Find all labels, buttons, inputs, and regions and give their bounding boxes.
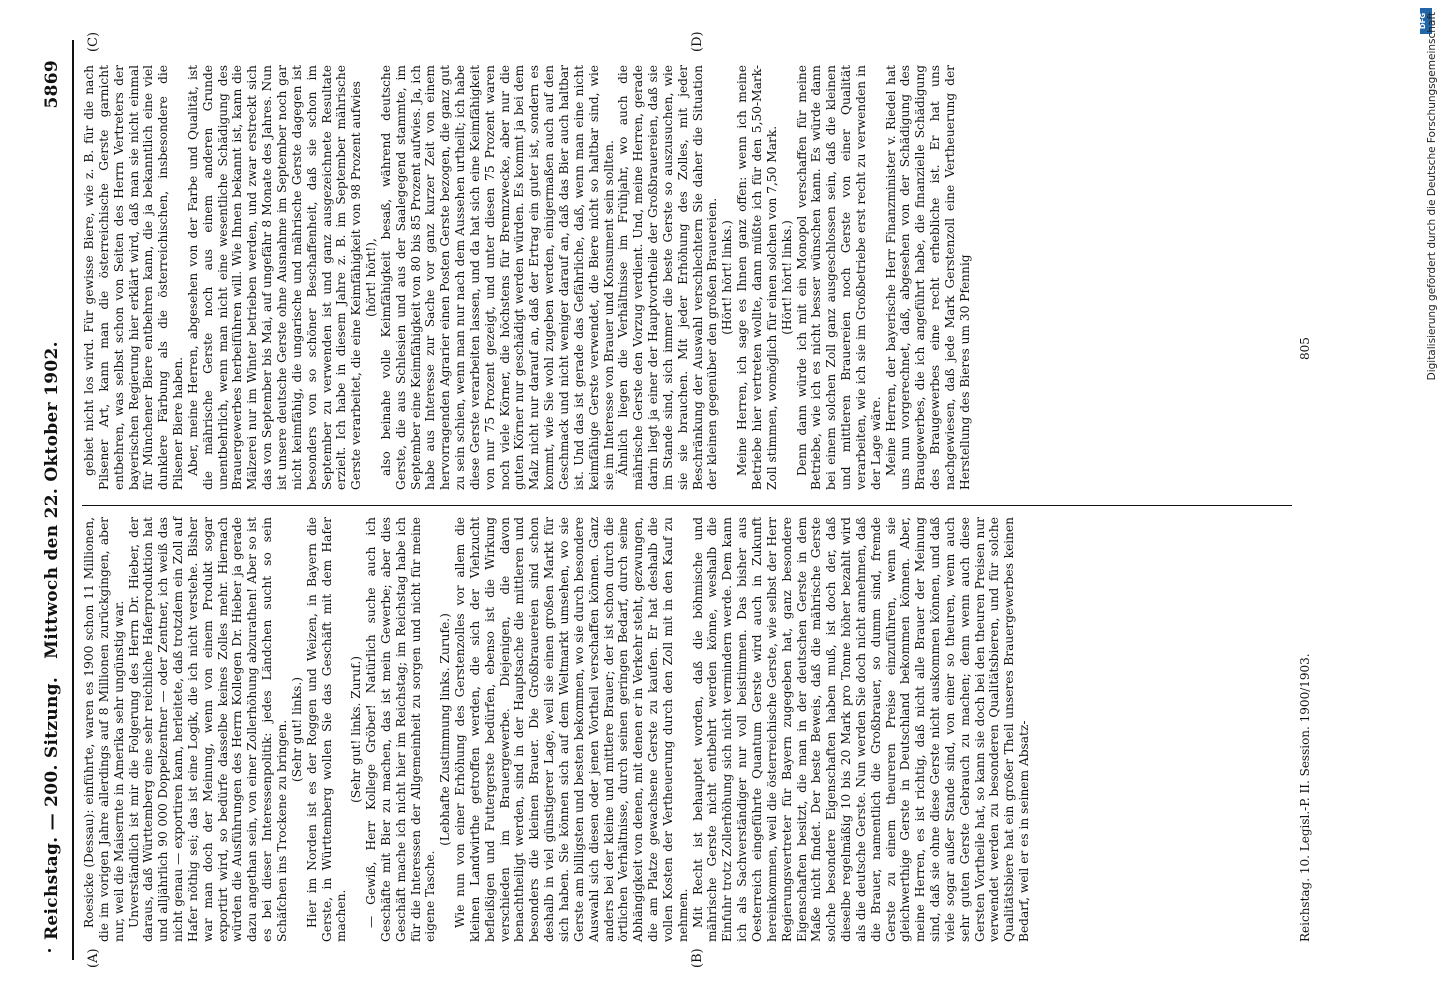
paragraph: also beinahe volle Keimfähigkeit besaß, während deutsche Gerste, die aus Schlesien und aus der Saalegegend stammte, im September eine Keimfähigkeit von 80 bis 85 Prozent aufwies. Ja, ich habe aus Interesse zur Sache vor ganz kurzer Zeit von einem hervorragenden Agrarier einen Posten Gerste bezogen, die ganz gut zu sein schien, wenn man nur nach dem Aussehen urtheilt; ich habe diese Gerste verarbeiten lassen, und da hat sich eine Keimfähigkeit von nur 75 Prozent gezeigt, und unter diesen 75 Prozent waren noch viele Körner, die höchstens für Brennzwecke, aber nur die guten Körner nur geschädigt werden würden. Es kommt ja bei dem Malz nicht nur darauf an, daß der Ertrag ein guter ist, sondern es kommt, wie Sie wohl zugeben werden, einigermaßen auch auf den Geschmack und nicht weniger darauf an, daß das Bier auch haltbar ist. Und das ist gerade das Gefährliche, daß, wenn man eine nicht keimfähige Gerste verwendet, die Biere nicht so haltbar sind, wie sie im Interesse von Brauer und Konsument sein sollten. (378, 65, 616, 490)
header-date: Mittwoch den 22. Oktober 1902. (42, 341, 62, 659)
paragraph: Mit Recht ist behauptet worden, daß die böhmische und mährische Gerste nicht entbehrt werden könne, weshalb die Einfuhr trotz Zollerhöhung sich nicht vermindern werde. Dem kann ich als Sachverständiger nur voll beistimmen. Das bisher aus Oesterreich eingeführte Quantum Gerste wird auch in Zukunft hereinkommen, weil die österreichische Gerste, wie selbst der Herr Regierungsvertreter für Bayern zugegeben hat, ganz besondere Eigenschaften besitzt, die man in der deutschen Gerste in dem Maße nicht findet. Der beste Beweis, daß die mährische Gerste solche besondere Eigenschaften haben muß, ist doch der, daß dieselbe regelmäßig 10 bis 20 Mark pro Tonne höher bezahlt wird als die deutsche Gerste. Nun werden Sie doch nicht annehmen, daß die Brauer, namentlich die Großbrauer, so dumm sind, fremde Gerste zu einem theureren Preise einzuführen, wenn sie gleichwerthige Gerste in Deutschland bekommen können. Aber, meine Herren, es ist richtig, daß nicht alle Brauer der Meinung sind, daß sie ohne diese Gerste nicht auskommen können, und daß viele sogar außer Stande sind, von einer so theuren, wenn auch sehr guten Gerste Gebrauch zu machen; denn wenn auch diese Gersten Vortheile hat, so kann sie doch bei den theuren Preisen nur verwendet werden zu besonderen Qualitätsbieren, und für solche Qualitätsbiere hat ein großer Theil unseres Brauergewerbes keinen Bedarf, weil er es in seinem Absatz- (690, 517, 1032, 942)
interjection: (Sehr gut! links. Zuruf.) (349, 656, 364, 803)
header-rule (72, 40, 74, 960)
header-left: Reichstag. — 200. Sitzung. (42, 676, 62, 940)
paragraph: Wie nun von einer Erhöhung des Gerstenzolles vor allem die kleinen Landwirthe getroffen werden, die sich der Viehzucht befleißigen und Futtergerste bedürfen, ebenso ist die Wirkung verschieden im Brauergewerbe. Diejenigen, die davon benachtheiligt werden, sind in der Hauptsache die mittleren und besonders die kleinen Brauer. Die Großbrauereien sind schon deshalb in viel günstigerer Lage, weil sie einen großen Markt für sich haben. Sie können sich auf dem Weltmarkt umsehen, wo sie Gerste am billigsten und besten bekommen, wo sie durch besondere Auswahl sich diesen oder jenen Vortheil verschaffen können. Ganz anders bei der kleine und mittlere Brauer; der ist schon durch die örtlichen Verhältnisse, durch seinen geringen Bedarf, durch seine Abhängigkeit von denen, mit denen er in Verkehr steht, gezwungen, die am Platze gewachsene Gerste zu kaufen. Er hat deshalb die vollen Kosten der Vertheuerung durch den Zoll mit in den Kauf zu nehmen. (453, 517, 690, 942)
footer-page-number: 805 (1298, 337, 1312, 360)
paragraph: Aber, meine Herren, abgesehen von der Farbe und Qualität, ist die mährische Gerste noch aus einem anderen Grunde unentbehrlich, wenn man nicht eine wesentliche Schädigung des Brauergewerbes herbeiführen will. Wie Ihnen bekannt ist, kann die Mälzerei nur im Winter betrieben werden, und zwar erstreckt sich das von September bis Mai, auf ungefähr 8 Monate des Jahres. Nun ist unsere deutsche Gerste ohne Ausnahme im September noch gar nicht keimfähig, die ungarische und mährische Gerste dagegen ist besonders von so schöner Beschaffenheit, daß sie schon im September zu verwenden ist und ganz ausgezeichnete Resultate erzielt. Ich habe in diesem Jahre z. B. im September mährische Gerste verarbeitet, die eine Keimfähigkeit von 98 Prozent aufwies (185, 65, 364, 490)
margin-mark-b: (B) (690, 948, 705, 968)
interjection: (Sehr gut! links.) (289, 676, 304, 783)
paragraph: Ähnlich liegen die Verhältnisse im Frühjahr, wo auch die mährische Gerste den Vorzug verdient. Und, meine Herren, gerade darin liegt ja einer der Hauptvortheile der Großbrauereien, daß sie im Stande sind, sich immer die beste Gerste so auszusuchen, wie sie sie brauchen. Mit jeder Erhöhung des Zolles, mit jeder Beschränkung der Auswahl verschlechtern Sie daher die Situation der kleinen gegenüber den großen Brauereien. (616, 65, 720, 490)
dfg-logo-text: DFG (1419, 12, 1428, 30)
interjection: (Hört! hört! links.) (720, 220, 735, 335)
paragraph: Denn dann würde ich mit ein Monopol verschaffen für meine Betriebe, wie ich es nicht besser wünschen kann. Es würde dann bei einem solchen Zoll ganz ausgeschlossen sein, daß die kleinen und mittleren Brauereien noch Gerste von einer Qualität verarbeiten, wie ich sie im Großbetriebe erst recht zu verwenden in der Lage wäre. (794, 65, 883, 490)
paragraph: Meine Herren, der bayerische Herr Finanzminister v. Riedel hat uns nun vorgerechnet, daß, abgesehen von der Schädigung des Braugewerbes, die ich angeführt habe, die finanzielle Schädigung des Braugewerbes eine recht erhebliche ist. Er hat uns nachgewiesen, daß jede Mark Gerstenzoll eine Vertheuerung der Herstellung des Bieres um 30 Pfennig (883, 65, 972, 490)
paragraph: — Gewiß, Herr Kollege Gröber! Natürlich suche auch ich Geschäfte mit Bier zu machen, das ist mein Gewerbe; aber dies Geschäft mache ich nicht hier im Reichstag; im Reichstag habe ich für die Interessen der Allgemeinheit zu sorgen und nicht für meine eigene Tasche. (364, 517, 438, 942)
margin-mark-d: (D) (690, 31, 705, 52)
header-dot (48, 949, 51, 952)
footer-session: Reichstag. 10. Legisl.-P. II. Session. 1900/1903. (1298, 653, 1312, 942)
funding-notice: Digitalisierung gefördert durch die Deutsche Forschungsgemeinschaft (1426, 12, 1438, 381)
paragraph: Unverständlich ist mir die Folgerung des Herrn Dr. Hieber, der daraus, daß Württemberg eine sehr reichliche Haferproduktion hat und alljährlich 90 000 Doppelzentner — oder Zentner, ich weiß das nicht genau — exportiren kann, herleitete, daß trotzdem ein Zoll auf Hafer nöthig sei; das ist eine Logik, die ich nicht verstehe. Bisher war man doch der Meinung, wenn von einem Produkt sogar exportirt wird, so bedürfe dasselbe keines Zolles mehr. Hiernach würden die Ausführungen des Herrn Kollegen Dr. Hieber ja gerade dazu angethan sein, von einer Zollerhöhung abzurathen! Aber so ist es bei dieser Interessenpolitik: jedes Ländchen sucht so sein Schäfchen ins Trockene zu bringen. (126, 517, 289, 942)
page-header (42, 60, 72, 940)
margin-mark-c: (C) (86, 31, 101, 52)
interjection: (Hört! hört! links.) (779, 220, 794, 335)
column-divider (82, 505, 1292, 506)
margin-mark-a: (A) (86, 948, 101, 968)
text-column-right (82, 65, 1292, 490)
paragraph: gebiet nicht los wird. Für gewisse Biere, wie z. B. für die nach Pilsener Art, kann man die österreichische Gerste garnicht entbehren, was selbst schon von Seiten des Herrn Vertreters der bayerischen Regierung hier erklärt wird, daß man sie nicht einmal für Münchener Biere entbehren kann, die ja bekanntlich eine viel dunklere Färbung als die österreichischen, insbesondere die Pilsener Biere haben. (82, 65, 186, 490)
paragraph: Hier im Norden ist es der Roggen und Weizen, in Bayern die Gerste, in Württemberg wollen Sie das Geschäft mit dem Hafer machen. (304, 517, 349, 942)
paragraph: Roesicke (Dessau): einführte, waren es 1900 schon 11 Millionen, die im vorigen Jahre allerdings auf 8 Millionen zurückgingen, aber nur, weil die Maisernte in Amerika sehr ungünstig war. (82, 517, 126, 942)
text-column-left (82, 517, 1292, 942)
paragraph: Meine Herren, ich sage es Ihnen ganz offen: wenn ich meine Betriebe hier vertreten wollte, dann müßte ich für den 5,50-Mark-Zoll stimmen, womöglich für einen solchen von 7,50 Mark. (735, 65, 779, 490)
interjection: (hört! hört!), (364, 238, 379, 317)
page-number: 5869 (42, 60, 62, 109)
interjection: (Lebhafte Zustimmung links. Zurufe.) (438, 613, 453, 846)
digitization-stamp (1418, 0, 1438, 1000)
